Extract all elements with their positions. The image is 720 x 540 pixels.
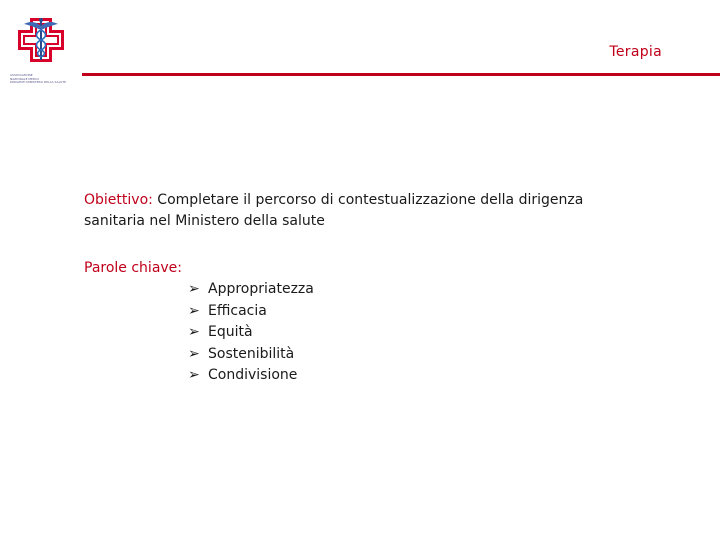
keyword-text: Condivisione [208, 367, 298, 384]
arrow-bullet-icon: ➢ [188, 324, 200, 341]
keyword-text: Efficacia [208, 302, 267, 319]
list-item [188, 279, 644, 301]
arrow-bullet-icon: ➢ [188, 345, 200, 362]
list-item [188, 322, 644, 344]
objective-paragraph [84, 190, 644, 232]
list-item [188, 344, 644, 366]
keyword-text: Equità [208, 324, 253, 341]
arrow-bullet-icon: ➢ [188, 302, 200, 319]
medical-cross-caduceus-icon [4, 16, 78, 62]
page-title: Terapia [609, 44, 662, 60]
logo-caption-line: DIRIGENTI MINISTERO DELLA SALUTE [10, 80, 67, 85]
keywords-label: Parole chiave: [84, 260, 183, 276]
arrow-bullet-icon: ➢ [188, 281, 200, 298]
header-divider [82, 73, 720, 76]
arrow-bullet-icon: ➢ [188, 367, 200, 384]
keywords-list [84, 279, 644, 387]
logo [4, 16, 78, 85]
logo-caption-line: ASSOCIAZIONE [10, 74, 33, 77]
list-item [188, 301, 644, 323]
keyword-text: Sostenibilità [208, 345, 295, 362]
slide-body [84, 190, 644, 387]
logo-caption-line: NAZIONALE MEDICI [10, 76, 40, 81]
objective-text: Completare il percorso di contestualizzazione della dirigenza sanitaria nel Ministero della salute [84, 192, 584, 229]
list-item [188, 365, 644, 387]
logo-caption [10, 74, 82, 85]
keyword-text: Appropriatezza [208, 281, 314, 298]
objective-label: Obiettivo: [84, 192, 153, 208]
